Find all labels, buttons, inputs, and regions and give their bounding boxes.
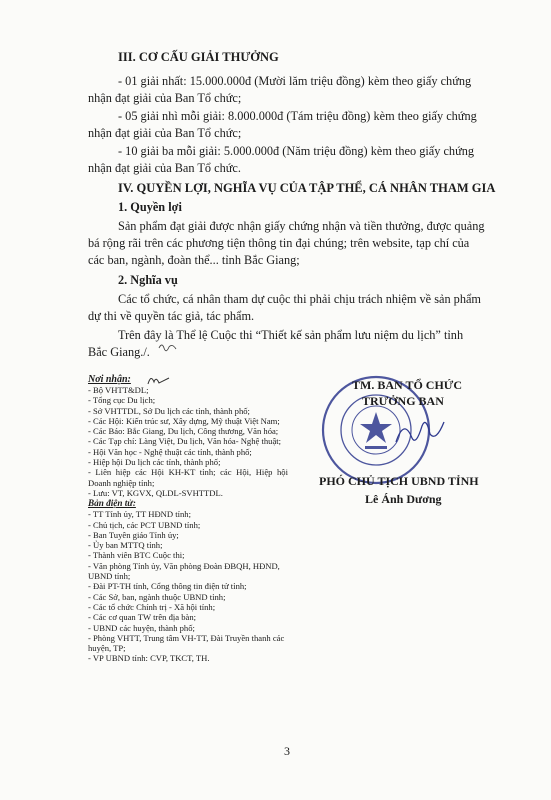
recipient-item: - Hiệp hội Du lịch các tỉnh, thành phố; (88, 457, 221, 468)
rights-heading: 1. Quyền lợi (118, 200, 182, 214)
recipient-item: - Liên hiệp các Hội KH-KT tỉnh; các Hội, Hiệp hội Doanh nghiệp tỉnh; (88, 467, 288, 488)
prize-third (88, 143, 496, 177)
recipient-item: - Lưu: VT, KGVX, QLDL-SVHTTDL. (88, 487, 223, 498)
signature-position: PHÓ CHỦ TỊCH UBND TỈNH (319, 474, 479, 488)
recipients-initial-scribble (145, 372, 175, 388)
electronic-item: - TT Tỉnh ủy, TT HĐND tỉnh; (88, 509, 191, 520)
section-4-heading: IV. QUYỀN LỢI, NGHĨA VỤ CỦA TẬP THỂ, CÁ NHÂN THAM GIA (118, 181, 496, 195)
rights-line2: bá rộng rãi trên các phương tiện thông tin đại chúng; trên website, tạp chí của (88, 236, 470, 250)
prize-first (88, 73, 496, 107)
initials-scribble (158, 340, 178, 352)
electronic-item: - Văn phòng Tỉnh ủy, Văn phòng Đoàn ĐBQH, HĐND, UBND tỉnh; (88, 560, 280, 582)
duties-paragraph (88, 291, 498, 325)
prize-second-line1: - 05 giải nhì mỗi giải: 8.000.000đ (Tám triệu đồng) kèm theo giấy chứng (118, 109, 477, 123)
closing-paragraph (88, 327, 498, 361)
signature-role: TRƯỞNG BAN (362, 394, 444, 408)
electronic-item: - Các cơ quan TW trên địa bàn; (88, 612, 197, 623)
electronic-item: - Đài PT-TH tỉnh, Cổng thông tin điện tử tỉnh; (88, 581, 247, 592)
closing-line2: Bắc Giang./. (88, 345, 150, 359)
electronic-item: - Phòng VHTT, Trung tâm VH-TT, Đài Truyền thanh các huyện, TP; (88, 632, 285, 654)
duties-heading: 2. Nghĩa vụ (118, 273, 178, 287)
electronic-item: - Thành viên BTC Cuộc thi; (88, 550, 185, 561)
recipient-item: - Các Báo: Bắc Giang, Du lịch, Công thương, Văn hóa; (88, 426, 279, 437)
electronic-item: - Ban Tuyên giáo Tỉnh ủy; (88, 529, 179, 540)
recipient-item: - Sở VHTTDL, Sở Du lịch các tỉnh, thành phố; (88, 405, 250, 416)
prize-third-line2: nhận đạt giải của Ban Tổ chức. (88, 161, 241, 175)
prize-second-line2: nhận đạt giải của Ban Tổ chức; (88, 126, 242, 140)
page-number: 3 (284, 744, 290, 758)
electronic-item: - Các tổ chức Chính trị - Xã hội tỉnh; (88, 601, 216, 612)
recipient-item: - Tổng cục Du lịch; (88, 395, 156, 406)
prize-second (88, 108, 496, 142)
electronic-item: - Ủy ban MTTQ tỉnh; (88, 540, 163, 551)
signature-scribble (392, 412, 448, 450)
rights-line3: các ban, ngành, đoàn thể... tỉnh Bắc Giang; (88, 253, 300, 267)
duties-line2: dự thi về quyền tác giả, tác phẩm. (88, 309, 255, 323)
closing-line1: Trên đây là Thể lệ Cuộc thi “Thiết kế sản phẩm lưu niệm du lịch” tỉnh (118, 328, 464, 342)
electronic-item: - Các Sở, ban, ngành thuộc UBND tỉnh; (88, 591, 226, 602)
recipients-block (88, 374, 328, 664)
recipients-title: Nơi nhận: (88, 374, 131, 385)
electronic-item: - UBND các huyện, thành phố; (88, 622, 195, 633)
section-3-heading: III. CƠ CẤU GIẢI THƯỞNG (118, 50, 279, 64)
signature-org: TM. BAN TỔ CHỨC (352, 378, 463, 392)
recipient-item: - Các Hội: Kiến trúc sư, Xây dựng, Mỹ thuật Việt Nam; (88, 415, 280, 426)
recipient-item: - Các Tạp chí: Làng Việt, Du lịch, Văn hóa- Nghệ thuật; (88, 436, 282, 447)
rights-line1: Sản phẩm đạt giải được nhận giấy chứng nhận và tiền thưởng, được quảng (118, 219, 485, 233)
rights-paragraph (88, 218, 498, 269)
recipient-item: - Bộ VHTT&DL; (88, 385, 149, 395)
signer-name: Lê Ánh Dương (365, 492, 442, 506)
prize-third-line1: - 10 giải ba mỗi giải: 5.000.000đ (Năm triệu đồng) kèm theo giấy chứng (118, 144, 475, 158)
prize-first-line2: nhận đạt giải của Ban Tổ chức; (88, 91, 242, 105)
electronic-title: Bản điện tử: (88, 498, 136, 509)
electronic-item: - VP UBND tỉnh: CVP, TKCT, TH. (88, 653, 210, 664)
electronic-item: - Chủ tịch, các PCT UBND tỉnh; (88, 519, 201, 530)
prize-first-line1: - 01 giải nhất: 15.000.000đ (Mười lăm triệu đồng) kèm theo giấy chứng (118, 74, 472, 88)
duties-line1: Các tổ chức, cá nhân tham dự cuộc thi phải chịu trách nhiệm về sản phẩm (118, 292, 481, 306)
recipient-item: - Hội Văn học - Nghệ thuật các tỉnh, thành phố; (88, 446, 252, 457)
